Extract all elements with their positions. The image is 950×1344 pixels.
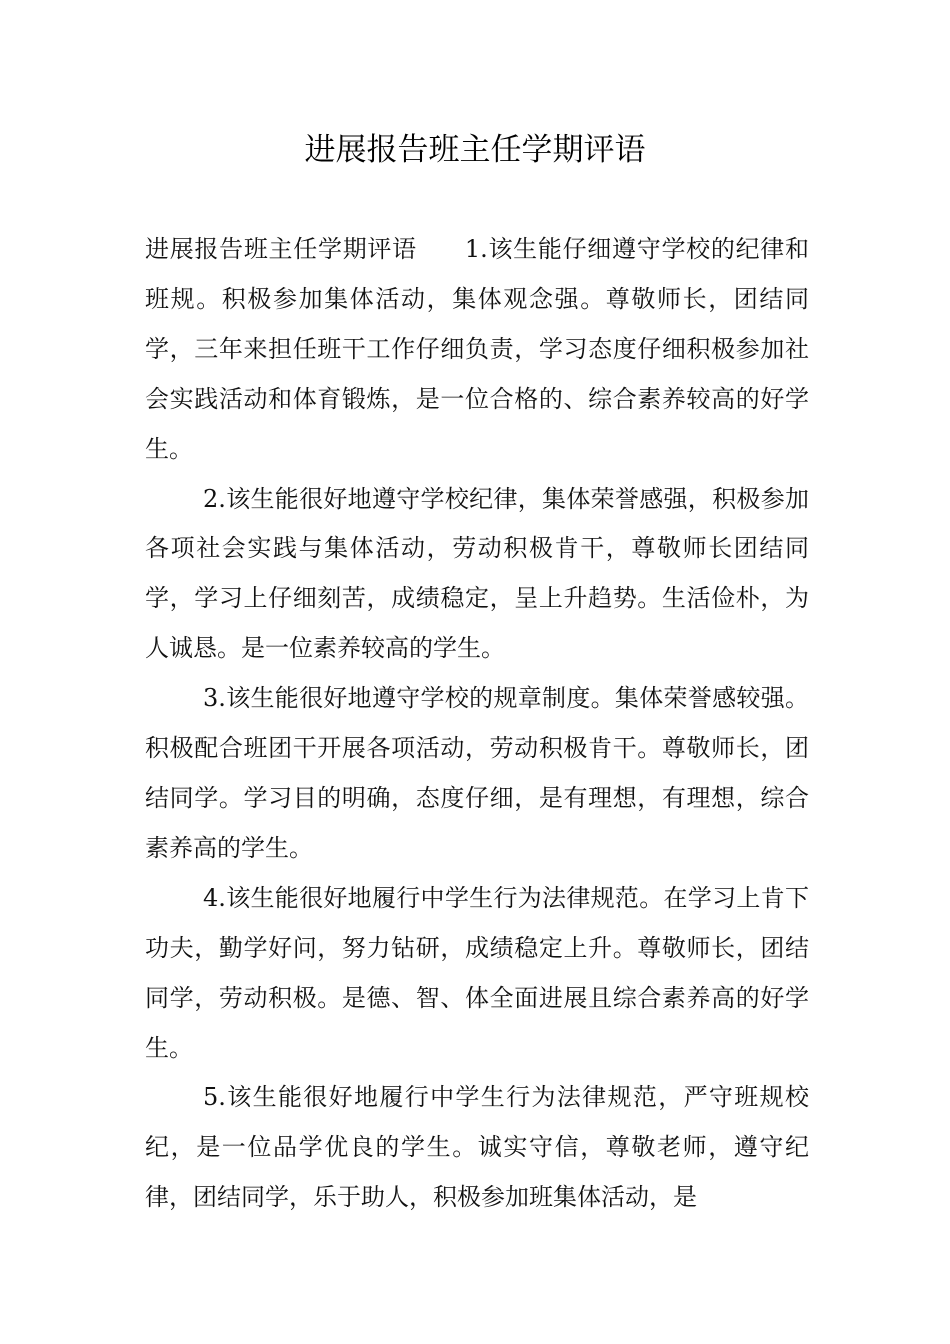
paragraph-1-text: 1.该生能仔细遵守学校的纪律和班规。积极参加集体活动，集体观念强。尊敬师长，团结同学，三年来担任班干工作仔细负责，学习态度仔细积极参加社会实践活动和体育锻炼，是一位合格的、综合素养较高的好学生。 — [145, 235, 810, 463]
paragraph-1 — [145, 225, 809, 475]
intro-label: 进展报告班主任学期评语 — [145, 235, 417, 263]
paragraph-2: 2.该生能很好地遵守学校纪律，集体荣誉感强，积极参加各项社会实践与集体活动，劳动积极肯干，尊敬师长团结同学，学习上仔细刻苦，成绩稳定，呈上升趋势。生活俭朴，为人诚恳。是一位素养较高的学生。 — [145, 484, 809, 663]
document-title: 进展报告班主任学期评语 — [304, 132, 646, 168]
paragraph-3: 3.该生能很好地遵守学校的规章制度。集体荣誉感较强。积极配合班团干开展各项活动，劳动积极肯干。尊敬师长，团结同学。学习目的明确，态度仔细，是有理想，有理想，综合素养高的学生。 — [145, 684, 809, 862]
document-body — [145, 225, 809, 1223]
paragraph-5: 5.该生能很好地履行中学生行为法律规范，严守班规校纪，是一位品学优良的学生。诚实守信，尊敬老师，遵守纪律，团结同学，乐于助人，积极参加班集体活动，是 — [145, 1083, 809, 1212]
paragraph-4: 4.该生能很好地履行中学生行为法律规范。在学习上肯下功夫，勤学好问，努力钻研，成绩稳定上升。尊敬师长，团结同学，劳动积极。是德、智、体全面进展且综合素养高的好学生。 — [145, 883, 809, 1062]
